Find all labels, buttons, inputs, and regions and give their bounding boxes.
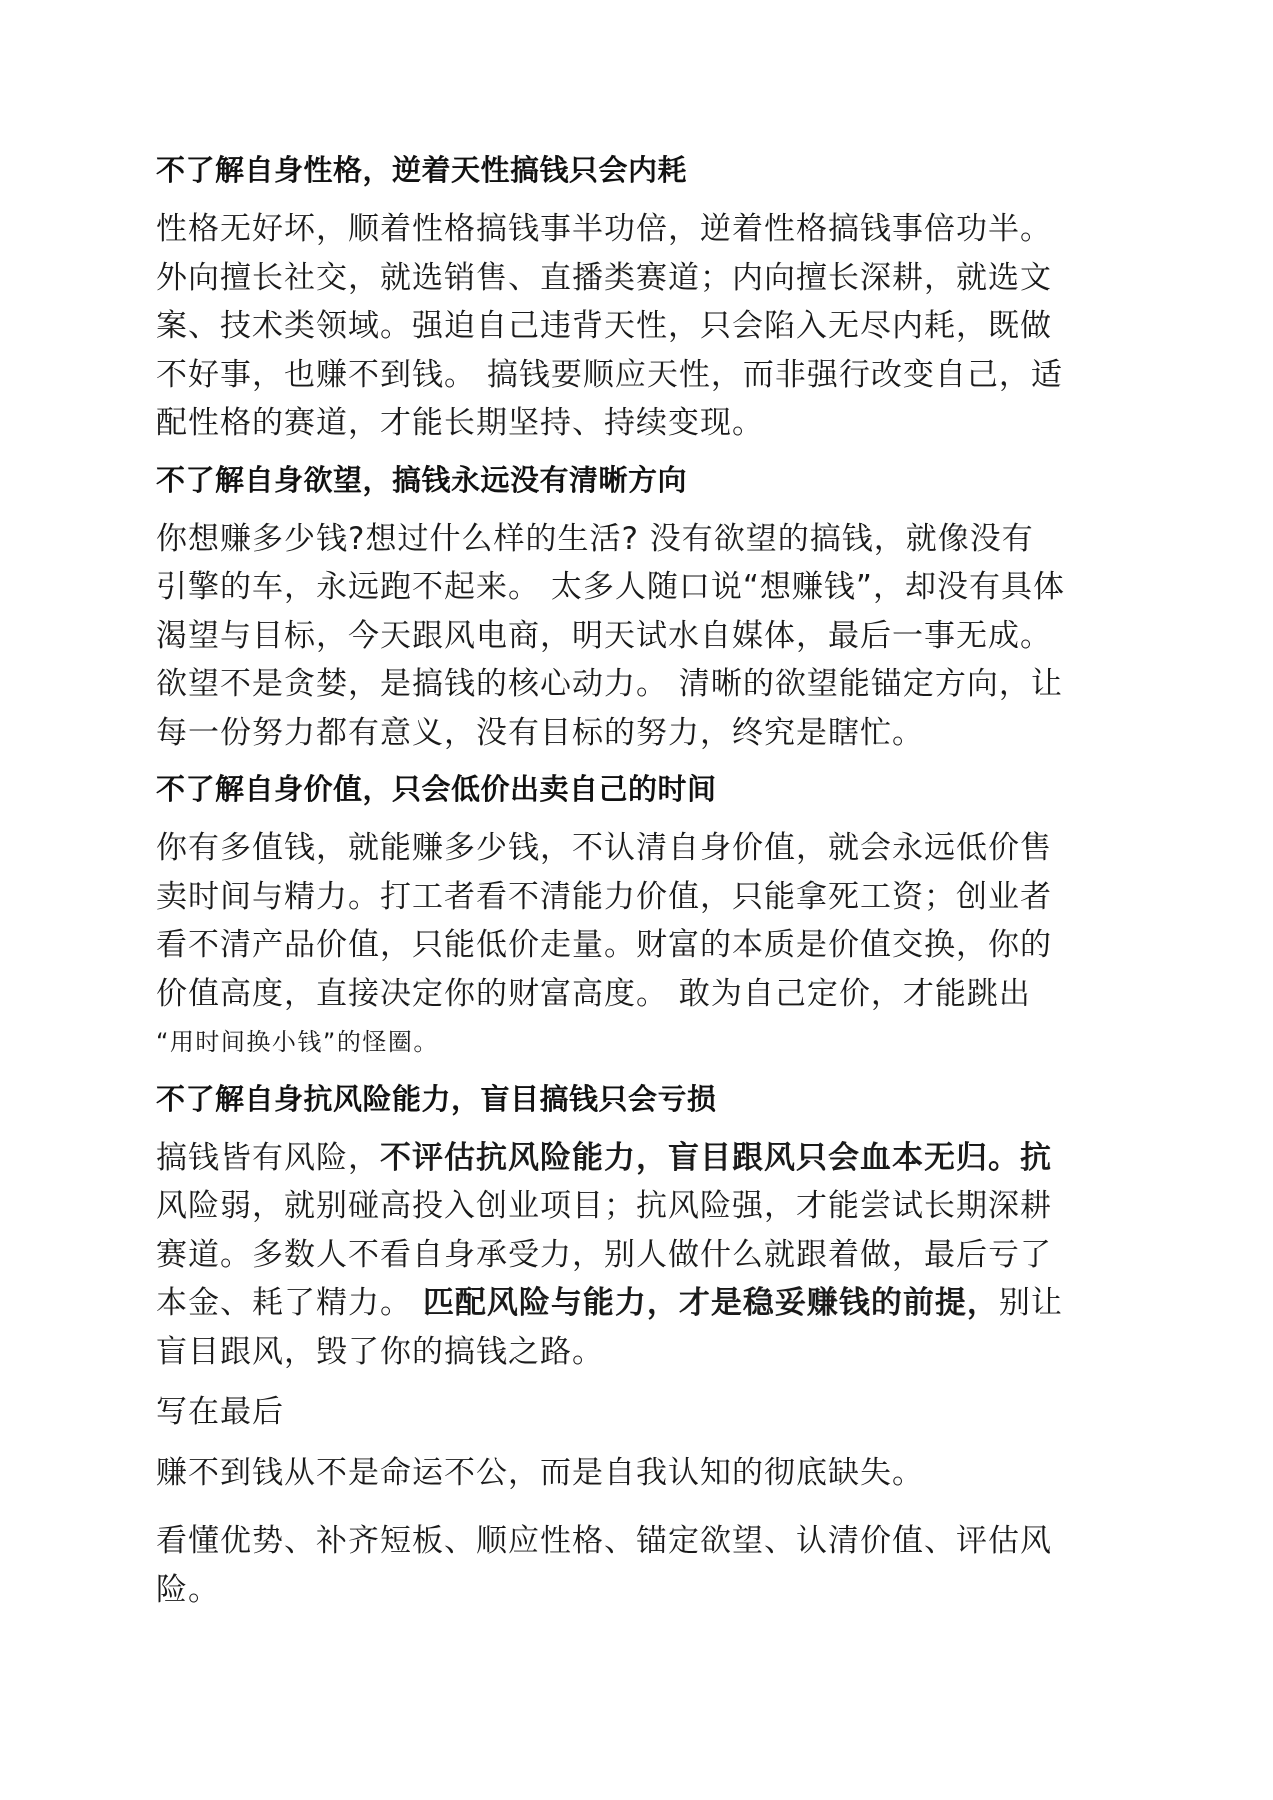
paragraph-line: 卖时间与精力。打工者看不清能力价值，只能拿死工资；创业者 <box>156 878 1052 915</box>
section-heading: 不了解自身性格，逆着天性搞钱只会内耗 <box>156 153 688 187</box>
plain-text: 别让 <box>998 1285 1063 1321</box>
emphasis-text: 不评估抗风险能力，盲目跟风只会血本无归。抗 <box>380 1139 1052 1176</box>
paragraph-line-small: “用时间换小钱”的怪圈。 <box>156 1028 439 1056</box>
section-personality <box>156 150 1124 448</box>
paragraph-line: 案、技术类领域。强迫自己违背天性，只会陷入无尽内耗，既做 <box>156 308 1052 344</box>
paragraph-line: 配性格的赛道，才能长期坚持、持续变现。 <box>156 405 764 441</box>
section-heading: 不了解自身抗风险能力，盲目搞钱只会亏损 <box>156 1081 717 1116</box>
paragraph-line <box>156 1134 1124 1183</box>
plain-text: 搞钱皆有风险， <box>156 1139 380 1176</box>
closing-title: 写在最后 <box>156 1394 284 1430</box>
paragraph-line: 性格无好坏，顺着性格搞钱事半功倍，逆着性格搞钱事倍功半。 <box>156 211 1052 247</box>
plain-text: 本金、耗了精力。 <box>156 1285 423 1321</box>
closing-line: 赚不到钱从不是命运不公，而是自我认知的彻底缺失。 <box>156 1454 924 1491</box>
paragraph-line: 盲目跟风，毁了你的搞钱之路。 <box>156 1333 604 1370</box>
paragraph-line: 看不清产品价值，只能低价走量。财富的本质是价值交换，你的 <box>156 927 1052 963</box>
paragraph-line: 不好事，也赚不到钱。 搞钱要顺应天性，而非强行改变自己，适 <box>156 356 1063 393</box>
paragraph-line: 外向擅长社交，就选销售、直播类赛道；内向擅长深耕，就选文 <box>156 259 1052 296</box>
paragraph-line: 险。 <box>156 1571 220 1608</box>
paragraph-line <box>156 1279 1124 1328</box>
document-page <box>156 150 1124 1634</box>
section-paragraph <box>156 1134 1124 1377</box>
section-closing <box>156 1388 1124 1614</box>
emphasis-text: 匹配风险与能力，才是稳妥赚钱的前提， <box>422 1285 999 1321</box>
section-paragraph <box>156 205 1124 448</box>
section-value <box>156 769 1124 1067</box>
section-desire <box>156 460 1124 758</box>
closing-summary <box>156 1517 1124 1614</box>
paragraph-line: 看懂优势、补齐短板、顺应性格、锚定欲望、认清价值、评估风 <box>156 1523 1052 1559</box>
paragraph-line: 风险弱，就别碰高投入创业项目；抗风险强，才能尝试长期深耕 <box>156 1188 1052 1224</box>
section-paragraph <box>156 824 1124 1067</box>
paragraph-line: 渴望与目标，今天跟风电商，明天试水自媒体，最后一事无成。 <box>156 617 1052 654</box>
section-heading: 不了解自身价值，只会低价出卖自己的时间 <box>156 772 717 806</box>
paragraph-line: 价值高度，直接决定你的财富高度。 敢为自己定价，才能跳出 <box>156 975 1031 1012</box>
section-heading: 不了解自身欲望，搞钱永远没有清晰方向 <box>156 462 688 497</box>
section-paragraph <box>156 515 1124 758</box>
section-risk <box>156 1079 1124 1377</box>
paragraph-line: 引擎的车，永远跑不起来。 太多人随口说“想赚钱”，却没有具体 <box>156 569 1065 605</box>
paragraph-line: 欲望不是贪婪，是搞钱的核心动力。 清晰的欲望能锚定方向，让 <box>156 666 1063 702</box>
paragraph-line: 你想赚多少钱?想过什么样的生活? 没有欲望的搞钱，就像没有 <box>156 520 1034 557</box>
paragraph-line: 每一份努力都有意义，没有目标的努力，终究是瞎忙。 <box>156 714 924 751</box>
paragraph-line: 赛道。多数人不看自身承受力，别人做什么就跟着做，最后亏了 <box>156 1236 1052 1273</box>
paragraph-line: 你有多值钱，就能赚多少钱，不认清自身价值，就会永远低价售 <box>156 830 1052 866</box>
